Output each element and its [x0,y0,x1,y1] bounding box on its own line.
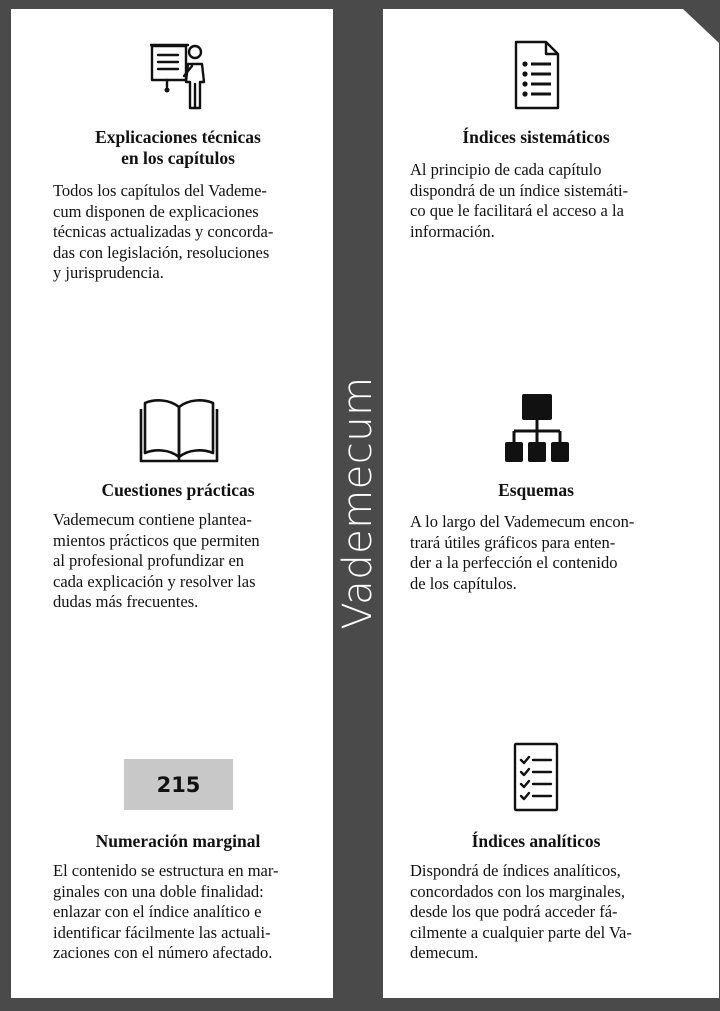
feature-title: Índices sistemáticos [462,127,610,147]
spine-title: Vademecum [335,376,381,630]
feature-description: Dispondrá de índices analíticos, concordados con los marginales, desde los que podrá acceder fá- cilmente a cualquier parte del Va- demecum. [410,861,632,962]
feature-description: Vademecum contiene plantea- mientos prácticos que permiten al profesional profundizar en cada explicación y resolver las dudas más frecuentes. [53,510,260,611]
feature-description: Al principio de cada capítulo dispondrá de un índice sistemáti- co que le facilitará el acceso a la información. [410,160,629,241]
feature-description: El contenido se estructura en mar- ginales con una doble finalidad: enlazar con el índice analítico e identificar fácilmente las actuali- zaciones con el número afectado. [53,861,279,962]
feature-title: Explicaciones técnicas en los capítulos [95,127,261,168]
feature-title: Numeración marginal [95,831,261,851]
feature-description: A lo largo del Vademecum encon- trará útiles gráficos para enten- der a la perfección el contenido de los capítulos. [410,512,635,593]
presentation-icon [150,42,210,110]
document-list-icon [514,40,560,110]
feature-title: Cuestiones prácticas [101,480,255,500]
open-book-icon [139,397,219,463]
org-chart-icon [505,394,569,464]
feature-title: Índices analíticos [471,831,601,851]
feature-title: Esquemas [498,480,574,500]
feature-description: Todos los capítulos del Vademe- cum disponen de explicaciones técnicas actualizadas y concorda- das con legislación, resoluciones y jurisprudencia. [53,181,274,282]
marginal-number-badge: 215 [124,759,233,810]
checklist-icon [513,742,559,812]
